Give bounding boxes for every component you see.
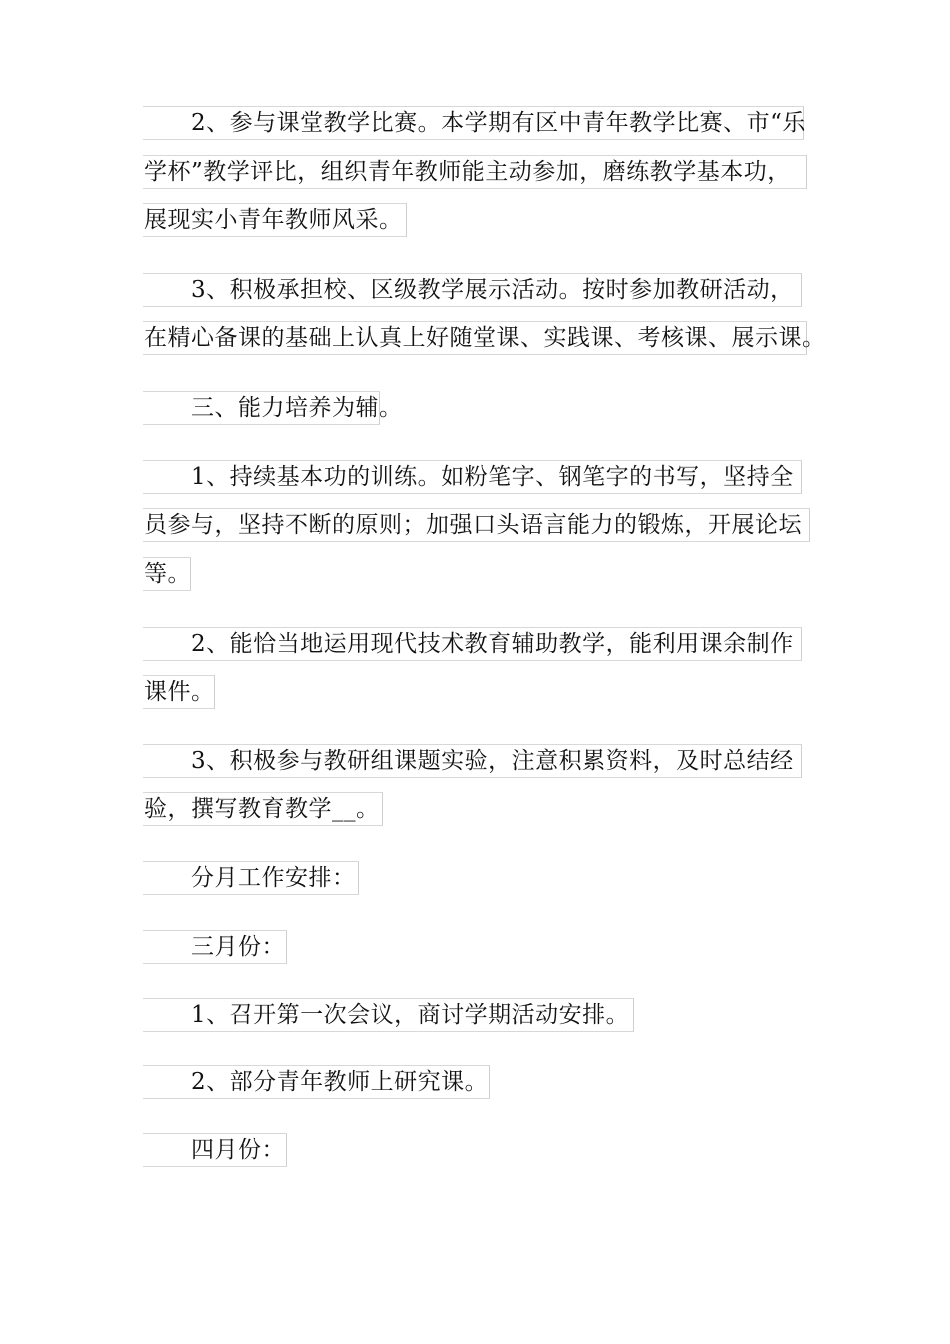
text-line: 3、积极承担校、区级教学展示活动。按时参加教研活动，: [143, 273, 802, 307]
section-heading: 分月工作安排：: [143, 861, 359, 895]
text-line: 在精心备课的基础上认真上好随堂课、实践课、考核课、展示课。: [143, 321, 807, 355]
text-line: 等。: [143, 557, 191, 591]
text-line: 2、能恰当地运用现代技术教育辅助教学，能利用课余制作: [143, 627, 802, 661]
text-line: 1、持续基本功的训练。如粉笔字、钢笔字的书写，坚持全: [143, 460, 802, 494]
text-line: 学杯”教学评比，组织青年教师能主动参加，磨练教学基本功，: [143, 155, 807, 189]
text-line: 1、召开第一次会议，商讨学期活动安排。: [143, 998, 634, 1032]
section-heading: 三、能力培养为辅。: [143, 391, 380, 425]
text-line: 2、参与课堂教学比赛。本学期有区中青年教学比赛、市“乐: [143, 106, 804, 140]
month-heading: 三月份：: [143, 930, 287, 964]
text-line: 验，撰写教育教学__。: [143, 792, 383, 826]
text-line: 课件。: [143, 675, 215, 709]
month-heading: 四月份：: [143, 1133, 287, 1167]
text-line: 2、部分青年教师上研究课。: [143, 1065, 490, 1099]
text-line: 展现实小青年教师风采。: [143, 203, 407, 237]
text-line: 3、积极参与教研组课题实验，注意积累资料，及时总结经: [143, 744, 802, 778]
text-line: 员参与，坚持不断的原则；加强口头语言能力的锻炼，开展论坛: [143, 508, 810, 542]
